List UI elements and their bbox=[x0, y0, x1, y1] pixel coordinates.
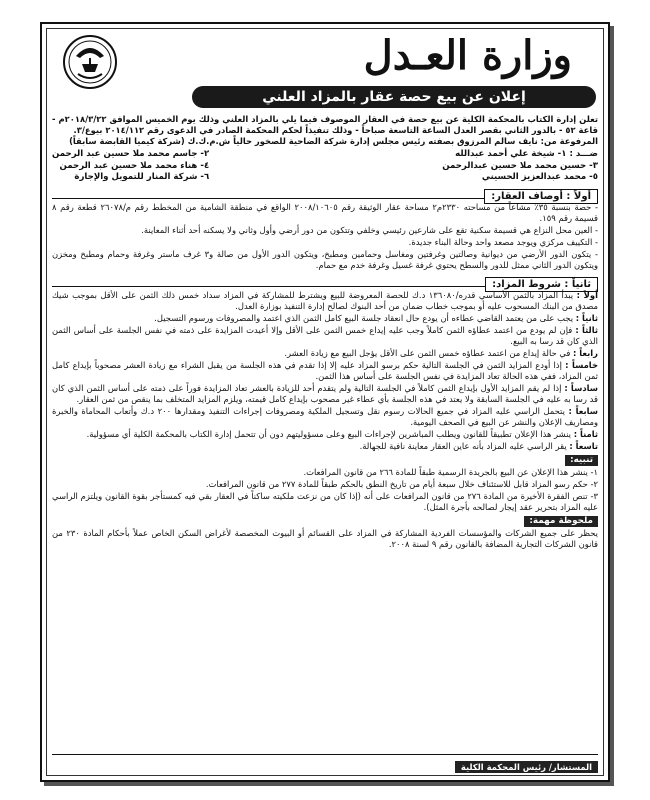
banner-title: إعلان عن بيع حصة عقار بالمزاد العلني bbox=[262, 89, 526, 105]
condition-text: في حالة إيداع من اعتمد عطاؤه خمس الثمن على الأقل يؤجل البيع مع زيادة العشر. bbox=[284, 347, 571, 358]
condition-text: يتحمل الراسي عليه المزاد في جميع الحالات رسوم نقل وتسجيل الملكية ومصروفات إجراءات التنفيذ ومقدارها ٢٠٠ د.ك وأتعاب المحاماة والخبرة ومصاريف الإعلان والنشر عن البيع في الصحف اليومية. bbox=[52, 405, 598, 427]
condition-label: ثامناً : bbox=[573, 428, 598, 439]
plaintiff-line: المرفوعة من: نايف سالم المرزوق بصفته رئيس مجلس إدارة شركة الضاحية للصخور حالياً ش.م.ك.ك (شركة كيميا القابضة سابقاً) bbox=[69, 136, 598, 146]
condition-item bbox=[52, 383, 598, 405]
condition-text: يجب على من يعتمد القاضي عطاءه أن يودع حال انعقاد جلسة البيع كامل الثمن الذي اعتمد والمصروفات ورسوم التسجيل. bbox=[154, 312, 574, 323]
notice-item: ٢- حكم رسو المزاد قابل للاستئناف خلال سبعة أيام من تاريخ النطق بالحكم طبقاً للمادة ٢٧٧ من قانون المرافعات. bbox=[205, 478, 598, 489]
announcement-body bbox=[52, 114, 598, 774]
section-heading-property: أولاً : أوصاف العقار: bbox=[484, 189, 598, 204]
notice-list bbox=[52, 467, 598, 513]
property-item: - العين محل النزاع هي قسيمة سكنية تقع على شارعين رئيسي وخلفي وتتكون من دور أرضي وأول وثاني ولا يسكنه أحد أثناء المعاينة. bbox=[141, 224, 598, 235]
property-description bbox=[52, 202, 598, 271]
condition-item bbox=[52, 290, 598, 312]
condition-item bbox=[52, 441, 598, 452]
defendants-left bbox=[52, 149, 209, 184]
condition-text: إذا لم يقم المزايد الأول بإيداع الثمن كاملاً في الجلسة التالية ولم يتقدم أحد للزيادة بالعشر تعاد المزايدة فوراً على ذمته على أساس الثمن الذي كان قد رسا به عليه في الجلسة السابقة ولا يعتد في هذه الجلسة بأي عطاء غير مصحوب بإيداع كامل قيمته، ويلزم المزايد المتخلف بما ينقص من ثمن العقار. bbox=[52, 382, 598, 404]
condition-label: أولاً : bbox=[576, 289, 598, 300]
property-item: - التكييف مركزي ويوجد مصعد واحد وحالة البناء جديدة. bbox=[408, 236, 598, 247]
notice-item: ١- ينشر هذا الإعلان عن البيع بالجريدة الرسمية طبقاً للمادة ٢٦٦ من قانون المرافعات. bbox=[303, 466, 598, 477]
condition-label: سادساً : bbox=[564, 382, 598, 393]
defendant: ٦- شركة المنار للتمويل والإجارة bbox=[74, 172, 210, 182]
defendants-list bbox=[52, 149, 598, 184]
announcement-frame bbox=[40, 22, 610, 782]
ministry-title: وزارة العـدل bbox=[363, 32, 572, 79]
condition-label: خامساً : bbox=[565, 359, 598, 370]
condition-item bbox=[52, 348, 598, 359]
condition-label: ثانياً : bbox=[575, 312, 598, 323]
signature: المستشار/ رئيس المحكمة الكلية bbox=[455, 761, 598, 773]
intro bbox=[52, 114, 598, 147]
condition-item bbox=[52, 406, 598, 428]
defendant: ٤- هناء محمد ملا حسين عبد الرحمن bbox=[59, 160, 210, 171]
important-note-text: يحظر على جميع الشركات والمؤسسات الفردية المشاركة في المزاد على القسائم أو البيوت المخصصة لأغراض السكن الخاص عملاً بأحكام المادة ٢٣٠ من قانون الشركات التجارية المضافة بالقانون رقم ٩ لسنة ٢٠٠٨. bbox=[52, 527, 598, 549]
important-note-heading: ملحوظة مهمة: bbox=[524, 516, 598, 527]
notice-item: ٣- تنص الفقرة الأخيرة من المادة ٢٧٦ من قانون المرافعات على أنه (إذا كان من نزعت ملكيته ساكناً في العقار بقي فيه كمستأجر بقوة القانون ويلتزم الراسي عليه المزاد بتحرير عقد إيجار لصالحه بأجرة المثل). bbox=[52, 490, 598, 512]
condition-text: إذا أودع المزايد الثمن في الجلسة التالية حكم برسو المزاد عليه إلا إذا تقدم في هذه الجلسة من يقبل الشراء مع زيادة العشر مصحوباً بإيداع كامل ثمن المزاد، ففي هذه الحالة تعاد المزايدة في نفس الجلسة على أساس هذا الثمن. bbox=[52, 359, 598, 381]
condition-text: فإن لم يودع من اعتمد عطاؤه الثمن كاملاً وجب عليه إيداع خمس الثمن على الأقل وإلا أعيدت المزايدة على ذمته في نفس الجلسة على أساس الثمن الذي كان قد رسا به البيع. bbox=[52, 324, 598, 346]
notice-heading: تنبيه: bbox=[565, 455, 598, 466]
announcement-banner bbox=[192, 86, 596, 108]
kuwait-emblem-icon bbox=[62, 34, 118, 90]
condition-item bbox=[52, 360, 598, 382]
defendant: ضـــد : ١- شيخة علي أحمد عبدالله bbox=[455, 149, 598, 159]
condition-text: يقر الراسي عليه المزاد بأنه عاين العقار معاينة نافية للجهالة. bbox=[359, 440, 567, 451]
condition-item bbox=[52, 313, 598, 324]
condition-label: سابعاً : bbox=[568, 405, 599, 416]
condition-text: ينشر هذا الإعلان تطبيقاً للقانون ويطلب المباشرين لإجراءات البيع وعلى مسؤوليتهم دون أن تتحمل إدارة الكتاب بالمحكمة الكلية أي مسؤولية. bbox=[86, 428, 572, 439]
defendant: ٣- حسين محمد ملا حسين عبدالرحمن bbox=[442, 160, 598, 171]
property-item: - يتكون الدور الأرضي من ديوانية وصالتين وغرفتين ومغاسل وحمامين ومطبخ، ويتكون الدور الأول من صالة و٣ غرف ماستر وغرفة وحمام ومطبخ ومخزن ويتكون الدور الثاني ممثل للدور والسطح يحتوي غرفة غسيل وغرفة خدم مع حمام. bbox=[52, 248, 598, 270]
property-item: - حصة بنسبة ٣٥٪ مشاعاً من مساحته ٢٣٣٠م٢ مساحة عقار الوثيقة رقم ٢٠٠٨/١٠٦٠٥ الواقع في منطقة الشامية من المخطط رقم م/٢٦٠٧٨ قطعة رقم ٨ قسيمة رقم ١٥٩. bbox=[52, 201, 598, 223]
condition-item bbox=[52, 325, 598, 347]
defendant: ٥- محمد عبدالعزيز الحسيني bbox=[481, 172, 598, 182]
auction-conditions bbox=[52, 290, 598, 452]
defendant: ٢- جاسم محمد ملا حسين عبد الرحمن bbox=[52, 149, 210, 159]
condition-label: تاسعاً : bbox=[569, 440, 598, 451]
defendants-right bbox=[442, 149, 598, 184]
condition-label: ثالثاً : bbox=[575, 324, 598, 335]
condition-label: رابعاً : bbox=[573, 347, 598, 358]
condition-item bbox=[52, 429, 598, 440]
intro-paragraph: تعلن إدارة الكتاب بالمحكمة الكلية عن بيع حصة في العقار الموصوف فيما يلي بالمزاد العلني وذلك يوم الخميس الموافق ٢٠١٨/٣/٢٢م - قاعة ٥٢ - بالدور الثاني بقصر العدل الساعة التاسعة صباحاً - وذلك تنفيذاً لحكم المحكمة الصادر في الدعوى رقم ٢٠١٤/١١٢ بيوع/٣. bbox=[52, 114, 598, 135]
section-heading-conditions: ثانياً : شروط المزاد: bbox=[485, 277, 598, 292]
condition-text: يبدأ المزاد بالثمن الأساسي قدره/١٣٦٠٨٠ د.ك للحصة المعروضة للبيع ويشترط للمشاركة في المزاد سداد خمس ذلك الثمن على الأقل بموجب شيك مصدق من البنك المسحوب عليه أو بموجب خطاب ضمان من أحد البنوك لصالح إدارة التنفيذ بوزارة العدل. bbox=[52, 289, 598, 311]
footer bbox=[52, 754, 598, 774]
